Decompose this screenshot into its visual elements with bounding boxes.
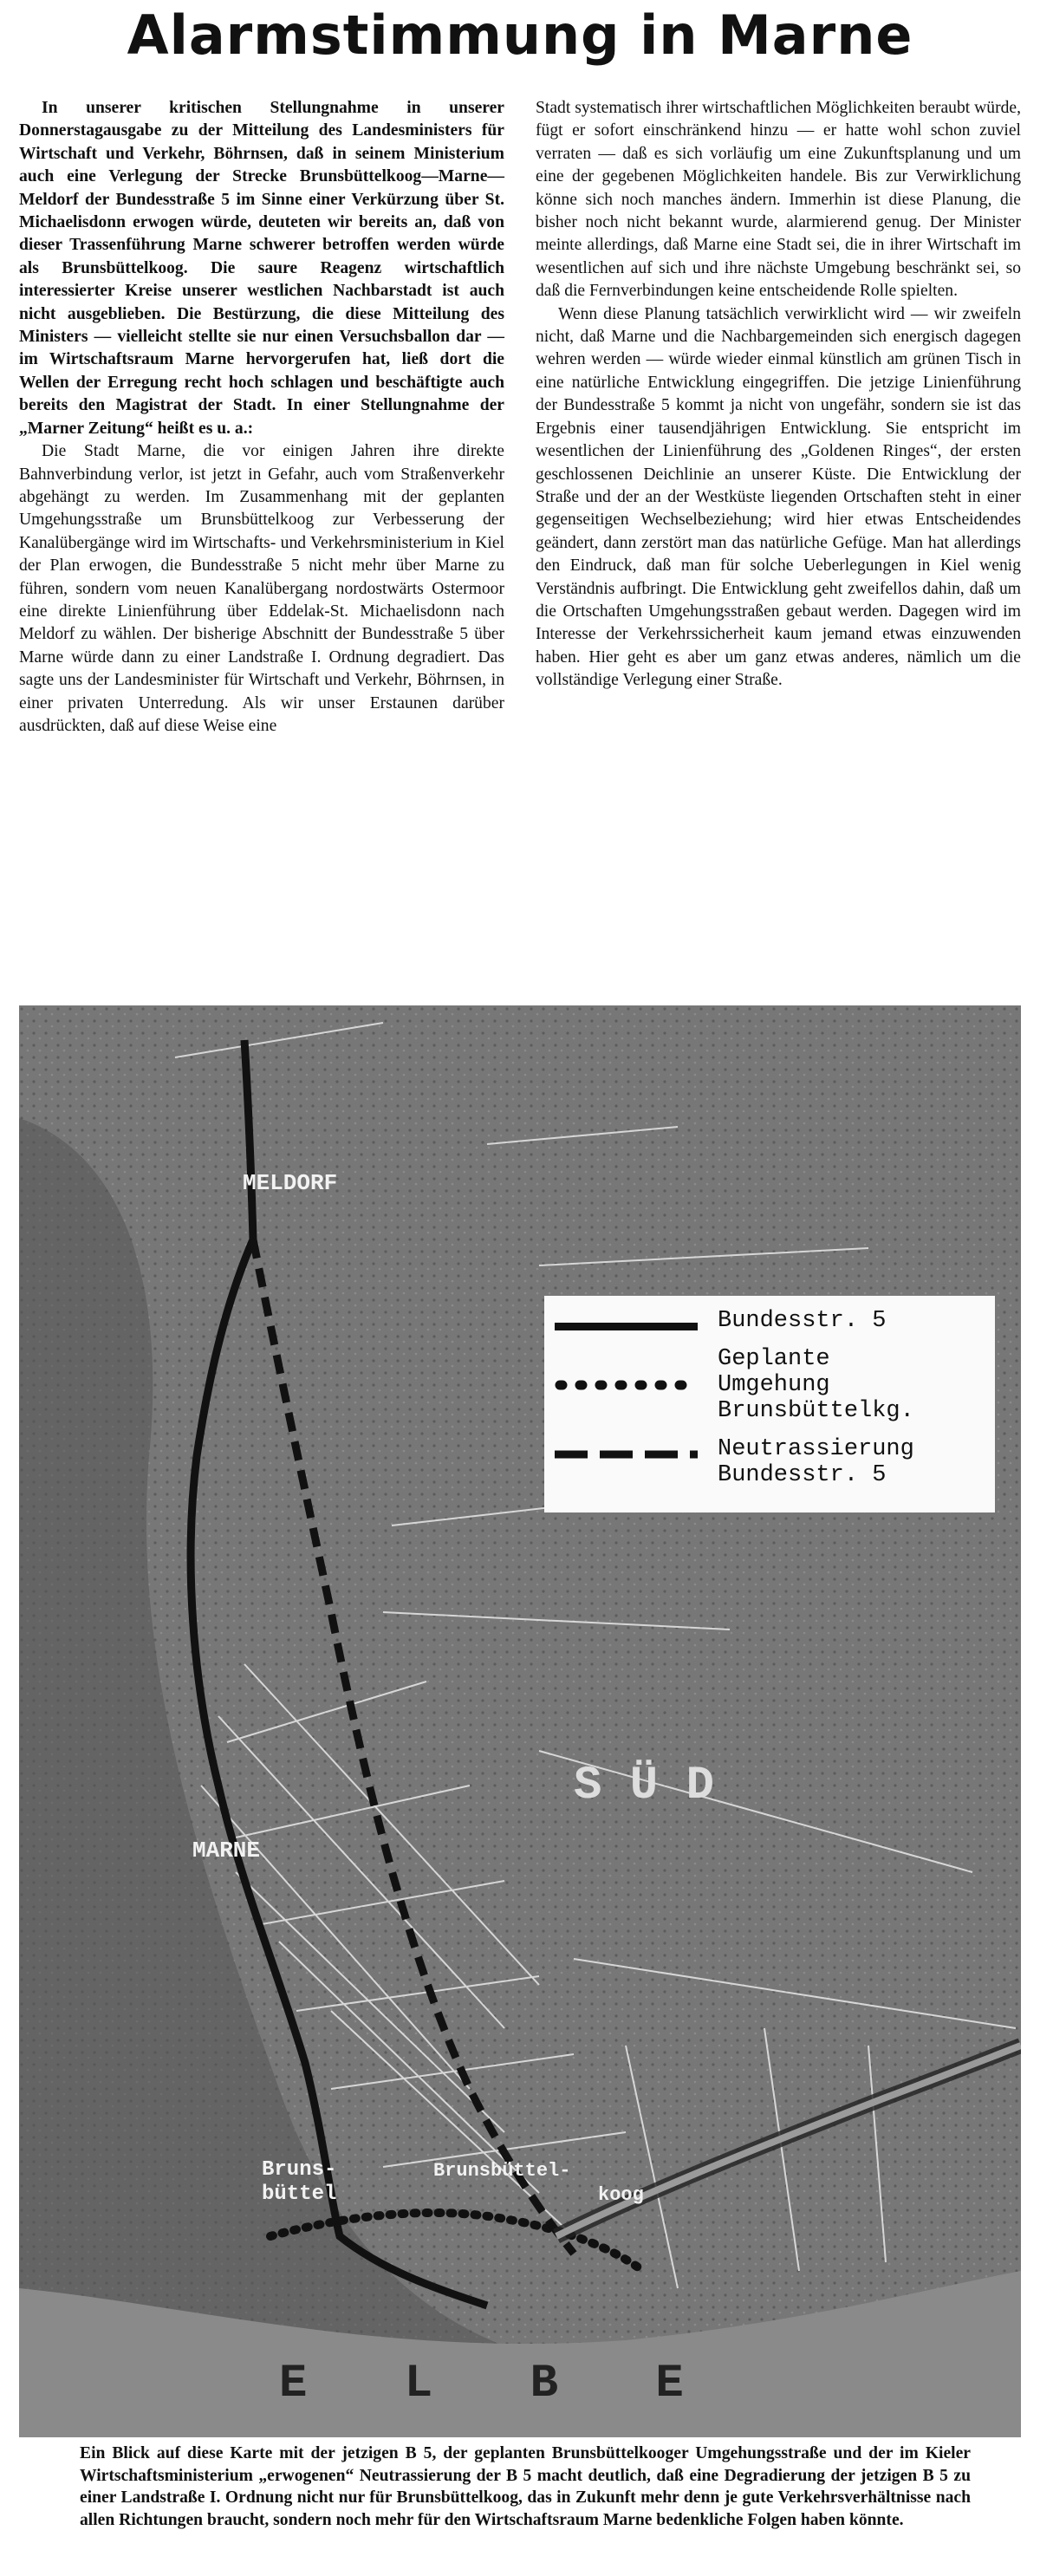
map-drawing bbox=[19, 1005, 1021, 2437]
label-brunsbuettel: Bruns- bbox=[262, 2158, 337, 2182]
legend-umgehung-label-2: Umgehung bbox=[718, 1372, 830, 1398]
headline: Alarmstimmung in Marne bbox=[127, 3, 913, 67]
label-meldorf: MELDORF bbox=[243, 1170, 338, 1196]
label-brunsbuettel-2: büttel bbox=[262, 2182, 337, 2206]
map-legend bbox=[544, 1296, 995, 1512]
map-caption: Ein Blick auf diese Karte mit der jetzigen B 5, der geplanten Brunsbüttelkooger Umgehungsstraße und der im Kieler Wirtschaftsministerium „erwogenen“ Neutrassierung der B 5 macht deutlich, daß eine Degradierung der jetzigen B 5 zu einer Landstraße I. Ordnung nicht nur für Brunsbüttelkoog, das in Zukunft mehr denn je gute Verkehrsverhältnisse nach allen Richtungen braucht, sondern noch mehr für den Wirtschaftsraum Marne bedenkliche Folgen haben könnte. bbox=[80, 2444, 971, 2529]
label-marne: MARNE bbox=[192, 1838, 261, 1864]
legend-solid-line-icon bbox=[555, 1320, 702, 1332]
road-map bbox=[19, 1005, 1021, 2437]
label-brunsbuettelkoog: Brunsbüttel- bbox=[433, 2160, 571, 2182]
label-koog: koog bbox=[598, 2184, 644, 2206]
body-paragraph-2: Stadt systematisch ihrer wirtschaftlichen Möglichkeiten beraubt würde, fügt er sofort einschränkend hinzu — er hatte wohl schon zuviel verraten — daß es sich vorläufig um eine Zukunftsplanung und um eine der gegebenen Möglichkeiten handele. Bis zur Verwirklichung könne sich noch manches ändern. Immerhin ist diese Planung, die bisher noch nicht bekannt wurde, alarmierend genug. Der Minister meinte allerdings, daß Marne eine Stadt sei, die in ihrer Wirtschaft im wesentlichen auf sich und ihre nächste Umgebung beschränkt sei, so daß die Fernverbindungen keine entscheidende Rolle spielten. bbox=[536, 99, 1021, 301]
lead-paragraph: In unserer kritischen Stellungnahme in unserer Donnerstagausgabe zu der Mitteilung des Landesministers für Wirtschaft und Verkehr, Böhrnsen, daß in seinem Ministerium auch eine Verlegung der Strecke Brunsbüttelkoog—Marne—Meldorf der Bundesstraße 5 im Sinne einer Verkürzung über St. Michaelisdonn erwogen würde, deuteten wir bereits an, daß von dieser Trassenführung Marne schwerer betroffen werden würde als Brunsbüttelkoog. Die saure Reagenz wirtschaftlich interessierter Kreise unserer westlichen Nachbarstadt ist auch nicht ausgeblieben. Die Bestürzung, die diese Mitteilung des Ministers — vielleicht stellte sie nur einen Versuchsballon dar — im Wirtschaftsraum Marne hervorgerufen hat, ließ dort die Wellen der Erregung recht hoch schlagen und beschäftigte auch bereits den Magistrat der Stadt. In einer Stellungnahme der „Marner Zeitung“ heißt es u. a.: bbox=[19, 99, 504, 438]
left-column bbox=[19, 97, 504, 738]
label-elbe: E L B E bbox=[279, 2358, 718, 2410]
legend-neutrassierung-label-1: Neutrassierung bbox=[718, 1436, 914, 1462]
right-column bbox=[536, 97, 1021, 693]
legend-neutrassierung-label-2: Bundesstr. 5 bbox=[718, 1462, 887, 1488]
body-paragraph-1: Die Stadt Marne, die vor einigen Jahren ihre direkte Bahnverbindung verlor, ist jetzt in Gefahr, auch vom Straßenverkehr abgehängt zu werden. Im Zusammenhang mit der geplanten Umgehungsstraße um Brunsbüttelkoog zur Verbesserung der Kanalübergänge wird im Wirtschafts- und Verkehrsministerium in Kiel der Plan erwogen, die Bundesstraße 5 nicht mehr über Marne zu führen, sondern vom neuen Kanalübergang nordostwärts Ostermoor eine direkte Linienführung über Eddelak-St. Michaelisdonn nach Meldorf zu wählen. Der bisherige Abschnitt der Bundesstraße 5 über Marne würde dann zu einer Landstraße I. Ordnung degradiert. Das sagte uns der Landesminister für Wirtschaft und Verkehr, Böhrnsen, in einer privaten Unterredung. Als wir unser Erstaunen darüber ausdrückten, daß auf diese Weise eine bbox=[19, 442, 504, 735]
legend-dashed-line-icon bbox=[555, 1448, 702, 1460]
body-paragraph-3: Wenn diese Planung tatsächlich verwirklicht wird — wir zweifeln nicht, daß Marne und die Nachbargemeinden sich energisch dagegen wehren werden — würde wieder einmal künstlich am grünen Tisch in eine natürliche Entwicklung eingegriffen. Die jetzige Linienführung der Bundesstraße 5 kommt ja nicht von ungefähr, sondern sie ist das Ergebnis einer tausendjährigen Entwicklung. Sie entspricht im wesentlichen der Linienführung des „Goldenen Ringes“, der ersten geschlossenen Deichlinie an unserer Küste. Die Entwicklung der Straße und der an der Westküste liegenden Ortschaften steht in einer gegenseitigen Wechselbeziehung; wird hier etwas Entscheidendes geändert, dann zerstört man das natürliche Gefüge. Man hat allerdings den Eindruck, daß man für solche Ueberlegungen in Kiel wenig Verständnis aufbringt. Die Entwicklung geht zweifellos dahin, daß um die Ortschaften Umgehungsstraßen gebaut werden. Dagegen wird im Interesse der Verkehrssicherheit kaum jemand etwas einzuwenden haben. Hier geht es aber um ganz etwas anderes, nämlich um die vollständige Verlegung einer Straße. bbox=[536, 304, 1021, 690]
legend-umgehung-label-1: Geplante bbox=[718, 1346, 830, 1372]
legend-dotted-line-icon bbox=[555, 1379, 702, 1391]
legend-bundesstrasse-label: Bundesstr. 5 bbox=[718, 1308, 887, 1334]
legend-umgehung-label-3: Brunsbüttelkg. bbox=[718, 1398, 914, 1424]
label-sued: S Ü D bbox=[574, 1760, 715, 1812]
